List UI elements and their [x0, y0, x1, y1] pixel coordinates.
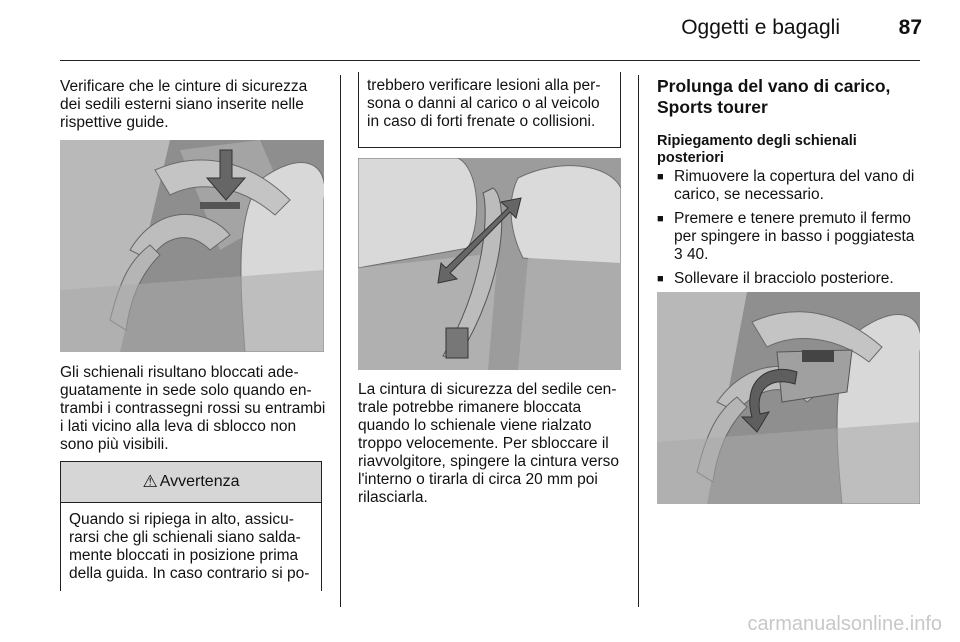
header-rule [60, 60, 920, 61]
paragraph-belt-guides: Verificare che le cinture di sicurezza dei sedili esterni siano inserite nelle rispettive guide. [60, 78, 308, 131]
warning-body: Quando si ripiega in alto, assicurarsi che gli schienali siano saldamente bloccati in posizione prima della guida. In caso contrario si po- [69, 511, 310, 582]
warning-title: Avvertenza [159, 473, 240, 490]
list-item [657, 270, 927, 288]
list-item-text: Premere e tenere premuto il fermo per spingere in basso i poggiatesta [674, 210, 915, 245]
bullet-square-icon: ■ [657, 171, 664, 183]
warning-continuation-box [358, 72, 621, 148]
column-divider-2 [638, 75, 639, 607]
subsection-title: Ripiegamento degli schienali posteriori [657, 133, 857, 166]
warning-header [61, 462, 321, 503]
page-reference-icon: 3 [674, 246, 683, 263]
list-item-text: Sollevare il bracciolo posteriore. [674, 270, 894, 287]
bullet-square-icon: ■ [657, 213, 664, 225]
figure-belt-guide [60, 140, 324, 352]
watermark: carmanualsonline.info [747, 613, 942, 635]
column-divider-1 [340, 75, 341, 607]
page-number: 87 [898, 16, 922, 39]
paragraph-center-belt: La cintura di sicurezza del sedile centrale potrebbe rimanere bloccata quando lo schienale viene rialzato troppo velocemente. Per sbloccare il riavvolgitore, spingere la cintura verso l'interno o tirarla di circa 20 mm poi rilasciarla. [358, 381, 620, 506]
warning-triangle-icon: ⚠ [142, 472, 158, 491]
page-header-title: Oggetti e bagagli [681, 16, 840, 39]
list-item-text: Rimuovere la copertura del vano di carico, se necessario. [674, 168, 915, 203]
warning-continuation-text: trebbero verificare lesioni alla persona o danni al carico o al veicolo in caso di forti frenate o collisioni. [367, 77, 601, 130]
warning-box [60, 461, 322, 591]
list-item [657, 210, 927, 264]
page-reference[interactable]: 40. [686, 246, 709, 263]
instruction-list [657, 168, 927, 294]
figure-armrest [657, 292, 920, 504]
bullet-square-icon: ■ [657, 273, 664, 285]
list-item [657, 168, 927, 204]
figure-center-belt [358, 158, 621, 370]
section-title: Prolunga del vano di carico, Sports tourer [657, 76, 891, 117]
paragraph-red-markers: Gli schienali risultano bloccati adeguatamente in sede solo quando entrambi i contrassegni rossi su entrambi i lati vicino alla leva di sblocco non sono più visibili. [60, 364, 326, 453]
